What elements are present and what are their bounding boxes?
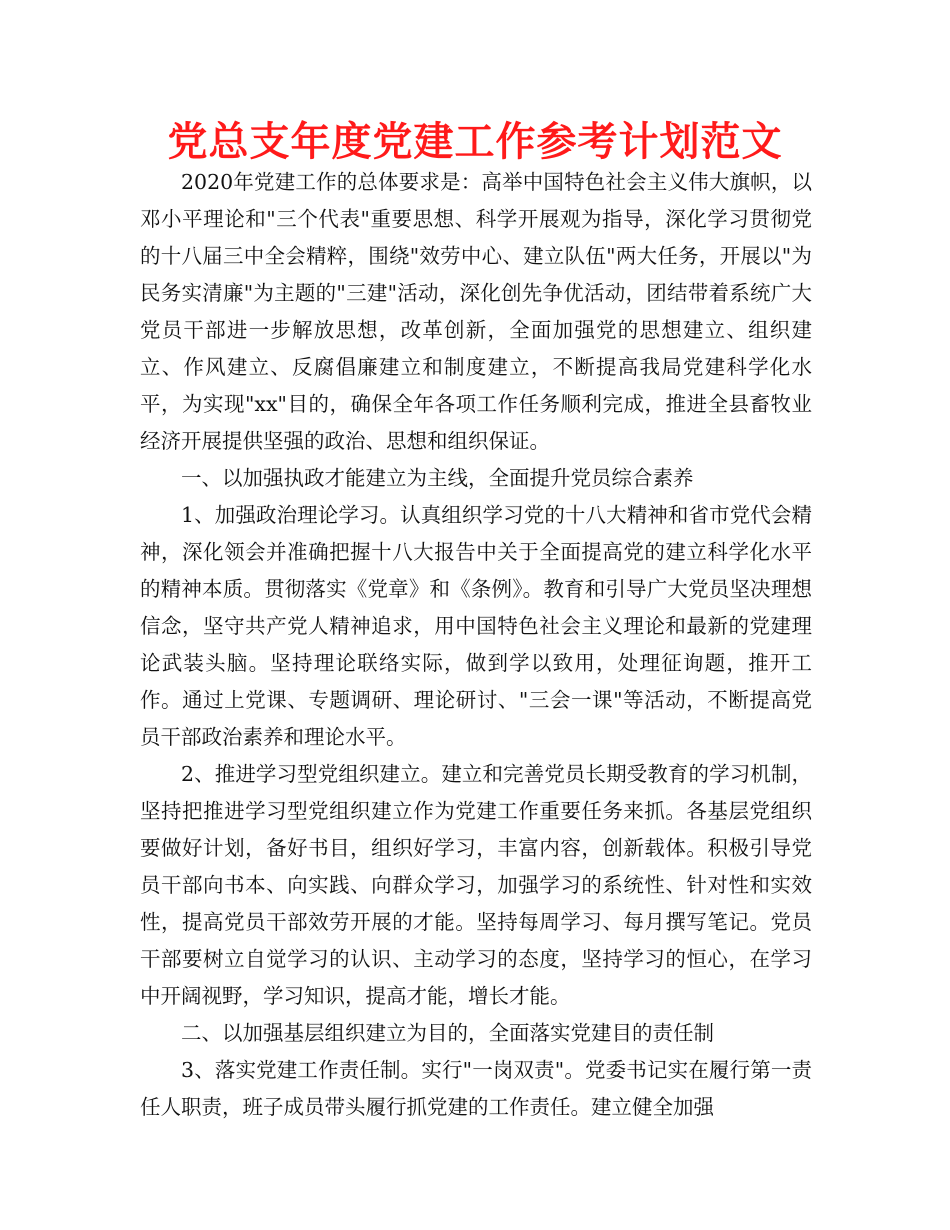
paragraph-item-1: 1、加强政治理论学习。认真组织学习党的十八大精神和省市党代会精神，深化领会并准确把握十八大报告中关于全面提高党的建立科学化水平的精神本质。贯彻落实《党章》和《条例》。教育和引导广大党员坚决理想信念，坚守共产党人精神追求，用中国特色社会主义理论和最新的党建理论武装头脑。坚持理论联络实际，做到学以致用，处理征询题，推开工作。通过上党课、专题调研、理论研讨、"三会一课"等活动，不断提高党员干部政治素养和理论水平。 <box>140 503 812 749</box>
document-body <box>140 164 812 1126</box>
section-heading-1: 一、以加强执政才能建立为主线，全面提升党员综合素养 <box>181 466 694 490</box>
paragraph-item-2: 2、推进学习型党组织建立。建立和完善党员长期受教育的学习机制，坚持把推进学习型党组织建立作为党建工作重要任务来抓。各基层党组织要做好计划，备好书目，组织好学习，丰富内容，创新载体。积极引导党员干部向书本、向实践、向群众学习，加强学习的系统性、针对性和实效性，提高党员干部效劳开展的才能。坚持每周学习、每月撰写笔记。党员干部要树立自觉学习的认识、主动学习的态度，坚持学习的恒心，在学习中开阔视野，学习知识，提高才能，增长才能。 <box>140 762 812 1008</box>
document-title: 党总支年度党建工作参考计划范文 <box>167 119 783 165</box>
paragraph-item-3: 3、落实党建工作责任制。实行"一岗双责"。党委书记实在履行第一责任人职责，班子成员带头履行抓党建的工作责任。建立健全加强 <box>140 1058 812 1119</box>
paragraph-overall-requirements: 2020年党建工作的总体要求是：高举中国特色社会主义伟大旗帜，以邓小平理论和"三个代表"重要思想、科学开展观为指导，深化学习贯彻党的十八届三中全会精粹，围绕"效劳中心、建立队伍"两大任务，开展以"为民务实清廉"为主题的"三建"活动，深化创先争优活动，团结带着系统广大党员干部进一步解放思想，改革创新，全面加强党的思想建立、组织建立、作风建立、反腐倡廉建立和制度建立，不断提高我局党建科学化水平，为实现"xx"目的，确保全年各项工作任务顺利完成，推进全县畜牧业经济开展提供坚强的政治、思想和组织保证。 <box>140 170 812 453</box>
section-heading-2: 二、以加强基层组织建立为目的，全面落实党建目的责任制 <box>181 1021 714 1045</box>
